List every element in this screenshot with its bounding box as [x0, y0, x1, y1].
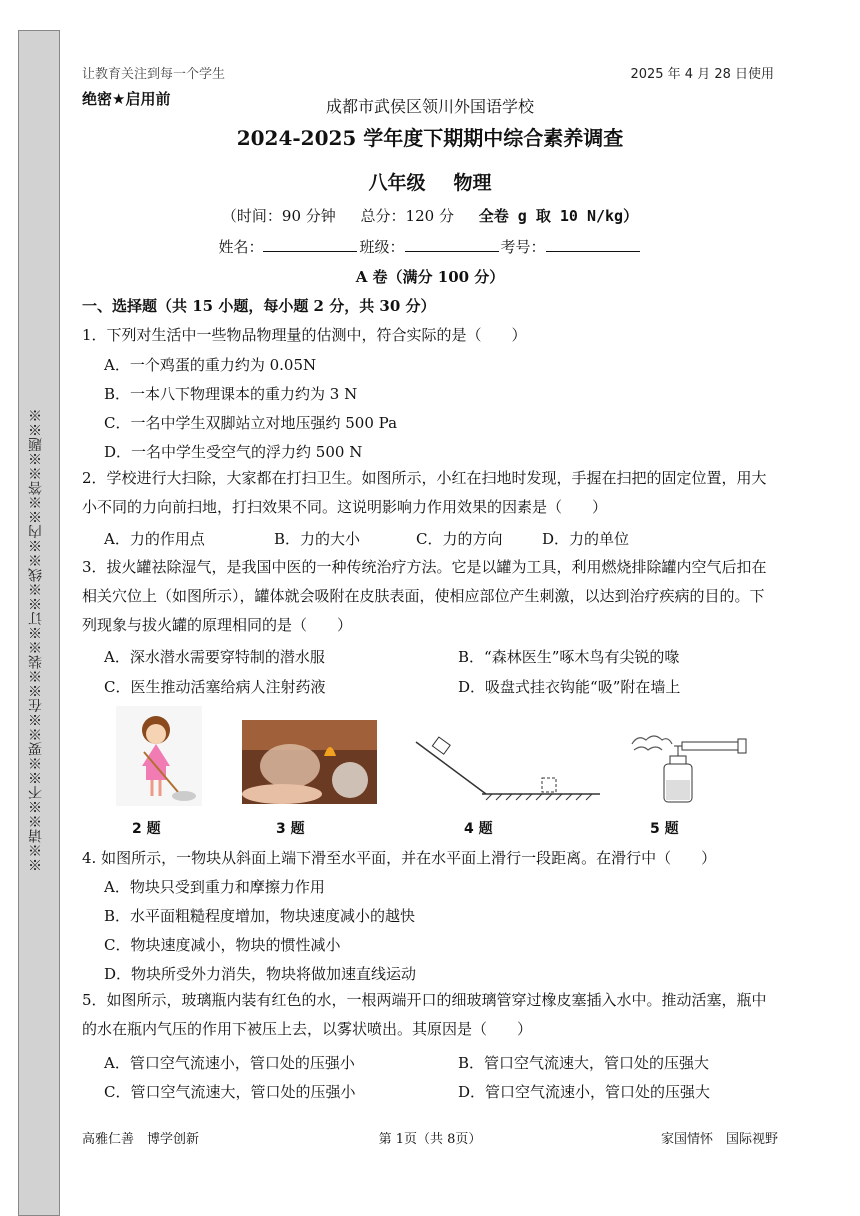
secret-mark: 绝密★启用前 — [82, 90, 171, 108]
use-date: 2025 年 4 月 28 日使用 — [630, 67, 774, 82]
footer-motto-right: 家国情怀 国际视野 — [660, 1132, 778, 1147]
slogan: 让教育关注到每一个学生 — [82, 67, 226, 82]
figure-label-4: 4 题 — [464, 821, 493, 837]
id-label: 考号： — [500, 238, 546, 256]
q2-option-b: B．力的大小 — [274, 530, 361, 548]
exam-meta — [0, 205, 860, 226]
name-label: 姓名： — [218, 238, 264, 256]
section-a-title: A 卷（满分 100 分） — [355, 268, 505, 286]
exam-title: 2024-2025 学年度下期期中综合素养调查 — [236, 126, 624, 150]
q1-option-a: A．一个鸡蛋的重力约为 0.05N — [104, 356, 317, 374]
q2-option-c: C．力的方向 — [416, 530, 503, 548]
q4-option-b: B．水平面粗糙程度增加，物块速度减小的越快 — [104, 907, 416, 925]
q5-option-c: C．管口空气流速大，管口处的压强小 — [104, 1083, 356, 1101]
q2-options — [104, 528, 629, 549]
question-2-stem: 2．学校进行大扫除，大家都在打扫卫生。如图所示，小红在扫地时发现，手握在扫把的固定位置，用大小不同的力向前扫地，打扫效果不同。这说明影响力作用效果的因素是（ ） — [82, 469, 767, 516]
q3-option-a: A．深水潜水需要穿特制的潜水服 — [104, 648, 325, 666]
q2-option-a: A．力的作用点 — [104, 530, 205, 548]
q5-option-b: B．管口空气流速大，管口处的压强大 — [458, 1054, 710, 1072]
question-3-stem: 3．拔火罐祛除湿气，是我国中医的一种传统治疗方法。它是以罐为工具，利用燃烧排除罐内空气后扣在相关穴位上（如图所示），罐体就会吸附在皮肤表面，使相应部位产生刺激，以达到治疗疾病的目的。下列现象与拔火罐的原理相同的是（ ） — [82, 558, 767, 634]
footer-motto-left: 高雅仁善 博学创新 — [82, 1132, 200, 1147]
q2-option-d: D．力的单位 — [542, 530, 630, 548]
binding-line-notice: ※※请※※不※※要※※在※※装※※订※※线※※内※※答※※题※※ — [28, 408, 44, 872]
figure-row — [0, 702, 860, 842]
question-1-stem: 1．下列对生活中一些物品物理量的估测中，符合实际的是（ ） — [82, 326, 527, 344]
page-number: 第 1页（共 8页） — [378, 1132, 482, 1147]
girl-sweeping-figure — [116, 706, 202, 806]
q3-option-d: D．吸盘式挂衣钩能“吸”附在墙上 — [458, 678, 681, 696]
class-label: 班级： — [359, 238, 405, 256]
question-5-stem: 5．如图所示，玻璃瓶内装有红色的水，一根两端开口的细玻璃管穿过橡皮塞插入水中。推动活塞，瓶中的水在瓶内气压的作用下被压上去，以雾状喷出。其原因是（ ） — [82, 991, 767, 1038]
exam-time: （时间：90 分钟 — [221, 207, 336, 225]
grade-subject — [0, 168, 860, 195]
q3-option-b: B．“森林医生”啄木鸟有尖锐的喙 — [458, 648, 680, 666]
exam-score: 总分：120 分 — [360, 207, 454, 225]
sprayer-figure — [630, 730, 750, 804]
grade: 八年级 — [368, 172, 426, 194]
q1-option-d: D．一名中学生受空气的浮力约 500 N — [104, 443, 363, 461]
subject: 物理 — [453, 172, 492, 194]
figure-label-2: 2 题 — [132, 821, 161, 837]
figure-label-5: 5 题 — [650, 821, 679, 837]
student-fields — [0, 236, 860, 257]
q4-option-d: D．物块所受外力消失，物块将做加速直线运动 — [104, 965, 417, 983]
figure-label-3: 3 题 — [276, 821, 305, 837]
q1-option-c: C．一名中学生双脚站立对地压强约 500 Pa — [104, 414, 398, 432]
q3-option-c: C．医生推动活塞给病人注射药液 — [104, 678, 326, 696]
question-4-stem: 4. 如图所示，一物块从斜面上端下滑至水平面，并在水平面上滑行一段距离。在滑行中（ ） — [82, 849, 717, 867]
incline-block-figure — [412, 732, 602, 802]
fire-cupping-figure — [242, 720, 377, 804]
part-one-title: 一、选择题（共 15 小题，每小题 2 分，共 30 分） — [82, 297, 436, 315]
id-blank — [546, 237, 640, 252]
class-blank — [405, 237, 499, 252]
q1-option-b: B．一本八下物理课本的重力约为 3 N — [104, 385, 358, 403]
g-note: 全卷 g 取 10 N/kg） — [478, 207, 639, 225]
q4-option-a: A．物块只受到重力和摩擦力作用 — [104, 878, 325, 896]
school-name: 成都市武侯区领川外国语学校 — [325, 97, 534, 116]
q5-option-a: A．管口空气流速小，管口处的压强小 — [104, 1054, 355, 1072]
q4-option-c: C．物块速度减小，物块的惯性减小 — [104, 936, 341, 954]
name-blank — [263, 237, 357, 252]
q5-option-d: D．管口空气流速小，管口处的压强大 — [458, 1083, 711, 1101]
